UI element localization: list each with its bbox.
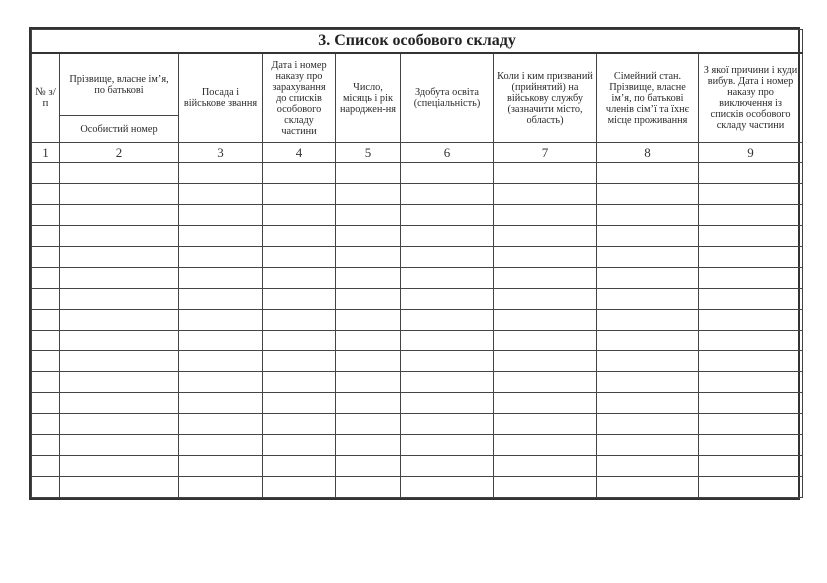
table-row xyxy=(32,309,803,330)
table-cell[interactable] xyxy=(597,226,699,247)
table-cell[interactable] xyxy=(32,163,60,184)
table-cell[interactable] xyxy=(60,267,179,288)
header-enrollment-order: Дата і номер наказу про зарахування до списків особового складу частини xyxy=(263,53,336,143)
table-cell[interactable] xyxy=(179,205,263,226)
header-personal-number: Особистий номер xyxy=(60,116,179,143)
table-row xyxy=(32,393,803,414)
column-number-cell: 1 xyxy=(32,143,60,163)
table-row xyxy=(32,372,803,393)
table-cell[interactable] xyxy=(336,267,401,288)
table-cell[interactable] xyxy=(597,476,699,497)
table-cell[interactable] xyxy=(494,414,597,435)
table-cell[interactable] xyxy=(699,267,803,288)
table-cell[interactable] xyxy=(32,330,60,351)
column-number-row xyxy=(32,143,803,163)
table-cell[interactable] xyxy=(699,435,803,456)
table-cell[interactable] xyxy=(699,163,803,184)
table-cell[interactable] xyxy=(401,246,494,267)
table-cell[interactable] xyxy=(597,163,699,184)
table-row xyxy=(32,351,803,372)
table-cell[interactable] xyxy=(597,435,699,456)
table-cell[interactable] xyxy=(263,351,336,372)
table-cell[interactable] xyxy=(494,435,597,456)
table-cell[interactable] xyxy=(32,267,60,288)
table-cell[interactable] xyxy=(32,205,60,226)
personnel-table xyxy=(31,29,803,498)
table-cell[interactable] xyxy=(179,246,263,267)
column-number-cell: 8 xyxy=(597,143,699,163)
table-row xyxy=(32,330,803,351)
table-cell[interactable] xyxy=(597,393,699,414)
column-number-cell: 3 xyxy=(179,143,263,163)
column-number-cell: 2 xyxy=(60,143,179,163)
table-cell[interactable] xyxy=(263,414,336,435)
table-cell[interactable] xyxy=(32,435,60,456)
table-cell[interactable] xyxy=(179,393,263,414)
table-cell[interactable] xyxy=(401,435,494,456)
table-cell[interactable] xyxy=(494,184,597,205)
table-cell[interactable] xyxy=(336,246,401,267)
table-cell[interactable] xyxy=(179,414,263,435)
table-cell[interactable] xyxy=(401,351,494,372)
table-cell[interactable] xyxy=(32,455,60,476)
table-cell[interactable] xyxy=(60,414,179,435)
table-cell[interactable] xyxy=(32,226,60,247)
table-cell[interactable] xyxy=(60,393,179,414)
table-cell[interactable] xyxy=(699,246,803,267)
table-cell[interactable] xyxy=(336,351,401,372)
column-number-cell: 4 xyxy=(263,143,336,163)
table-cell[interactable] xyxy=(699,372,803,393)
table-cell[interactable] xyxy=(494,267,597,288)
table-cell[interactable] xyxy=(401,393,494,414)
table-cell[interactable] xyxy=(263,184,336,205)
header-position-rank: Посада і військове звання xyxy=(179,53,263,143)
table-cell[interactable] xyxy=(401,455,494,476)
table-cell[interactable] xyxy=(60,226,179,247)
table-cell[interactable] xyxy=(597,351,699,372)
table-cell[interactable] xyxy=(401,226,494,247)
table-cell[interactable] xyxy=(179,330,263,351)
table-cell[interactable] xyxy=(336,414,401,435)
table-cell[interactable] xyxy=(32,393,60,414)
table-cell[interactable] xyxy=(263,393,336,414)
table-cell[interactable] xyxy=(401,163,494,184)
table-cell[interactable] xyxy=(263,330,336,351)
table-cell[interactable] xyxy=(494,309,597,330)
table-row xyxy=(32,163,803,184)
table-cell[interactable] xyxy=(336,455,401,476)
table-cell[interactable] xyxy=(699,351,803,372)
table-row xyxy=(32,226,803,247)
table-cell[interactable] xyxy=(263,246,336,267)
table-cell[interactable] xyxy=(60,288,179,309)
table-cell[interactable] xyxy=(597,309,699,330)
table-cell[interactable] xyxy=(336,476,401,497)
table-cell[interactable] xyxy=(401,414,494,435)
table-cell[interactable] xyxy=(179,351,263,372)
table-cell[interactable] xyxy=(699,455,803,476)
table-cell[interactable] xyxy=(263,372,336,393)
table-cell[interactable] xyxy=(336,163,401,184)
column-number-cell: 9 xyxy=(699,143,803,163)
table-cell[interactable] xyxy=(597,288,699,309)
table-cell[interactable] xyxy=(60,435,179,456)
table-cell[interactable] xyxy=(494,163,597,184)
table-cell[interactable] xyxy=(597,246,699,267)
table-cell[interactable] xyxy=(597,205,699,226)
table-cell[interactable] xyxy=(179,435,263,456)
table-cell[interactable] xyxy=(263,288,336,309)
table-cell[interactable] xyxy=(597,184,699,205)
table-cell[interactable] xyxy=(699,309,803,330)
table-cell[interactable] xyxy=(336,205,401,226)
table-cell[interactable] xyxy=(401,476,494,497)
table-cell[interactable] xyxy=(179,267,263,288)
table-cell[interactable] xyxy=(32,246,60,267)
table-cell[interactable] xyxy=(597,372,699,393)
table-cell[interactable] xyxy=(699,393,803,414)
header-education: Здобута освіта (спеціальність) xyxy=(401,53,494,143)
table-cell[interactable] xyxy=(179,226,263,247)
table-cell[interactable] xyxy=(699,205,803,226)
table-cell[interactable] xyxy=(263,435,336,456)
table-cell[interactable] xyxy=(336,372,401,393)
table-cell[interactable] xyxy=(60,205,179,226)
table-cell[interactable] xyxy=(597,267,699,288)
table-row xyxy=(32,288,803,309)
table-cell[interactable] xyxy=(263,455,336,476)
table-cell[interactable] xyxy=(401,288,494,309)
table-cell[interactable] xyxy=(401,309,494,330)
table-cell[interactable] xyxy=(699,184,803,205)
header-departure: З якої причини і куди вибув. Дата і номер наказу про виключення із списків особового складу частини xyxy=(699,53,803,143)
table-cell[interactable] xyxy=(60,330,179,351)
table-cell[interactable] xyxy=(179,163,263,184)
table-cell[interactable] xyxy=(32,309,60,330)
table-cell[interactable] xyxy=(494,226,597,247)
table-cell[interactable] xyxy=(179,372,263,393)
header-conscription: Коли і ким призваний (прийнятий) на військову службу (зазначити місто, область) xyxy=(494,53,597,143)
table-cell[interactable] xyxy=(60,455,179,476)
table-cell[interactable] xyxy=(179,309,263,330)
table-cell[interactable] xyxy=(32,476,60,497)
table-row xyxy=(32,455,803,476)
table-cell[interactable] xyxy=(699,330,803,351)
table-cell[interactable] xyxy=(263,226,336,247)
table-cell[interactable] xyxy=(401,205,494,226)
table-row xyxy=(32,205,803,226)
table-cell[interactable] xyxy=(263,476,336,497)
header-family-status: Сімейний стан. Прізвище, власне ім’я, по батькові членів сім’ї та їхнє місце проживання xyxy=(597,53,699,143)
table-cell[interactable] xyxy=(60,246,179,267)
table-cell[interactable] xyxy=(32,288,60,309)
table-cell[interactable] xyxy=(179,184,263,205)
table-cell[interactable] xyxy=(263,205,336,226)
table-cell[interactable] xyxy=(699,414,803,435)
table-cell[interactable] xyxy=(179,455,263,476)
table-cell[interactable] xyxy=(60,476,179,497)
table-row xyxy=(32,246,803,267)
table-cell[interactable] xyxy=(179,288,263,309)
table-cell[interactable] xyxy=(401,184,494,205)
column-number-cell: 7 xyxy=(494,143,597,163)
table-cell[interactable] xyxy=(699,226,803,247)
table-cell[interactable] xyxy=(494,205,597,226)
table-cell[interactable] xyxy=(60,163,179,184)
table-cell[interactable] xyxy=(336,435,401,456)
table-cell[interactable] xyxy=(336,184,401,205)
table-cell[interactable] xyxy=(336,226,401,247)
header-full-name: Прізвище, власне ім’я, по батькові xyxy=(60,53,179,116)
table-cell[interactable] xyxy=(494,393,597,414)
table-cell[interactable] xyxy=(60,309,179,330)
table-cell[interactable] xyxy=(179,476,263,497)
table-cell[interactable] xyxy=(32,372,60,393)
table-cell[interactable] xyxy=(494,476,597,497)
table-cell[interactable] xyxy=(336,309,401,330)
table-cell[interactable] xyxy=(32,351,60,372)
table-cell[interactable] xyxy=(597,455,699,476)
table-cell[interactable] xyxy=(401,330,494,351)
table-cell[interactable] xyxy=(263,163,336,184)
table-cell[interactable] xyxy=(336,330,401,351)
table-cell[interactable] xyxy=(60,372,179,393)
table-cell[interactable] xyxy=(336,393,401,414)
table-cell[interactable] xyxy=(263,309,336,330)
table-row xyxy=(32,184,803,205)
table-cell[interactable] xyxy=(32,414,60,435)
table-cell[interactable] xyxy=(597,330,699,351)
table-row xyxy=(32,476,803,497)
table-row xyxy=(32,435,803,456)
table-cell[interactable] xyxy=(401,372,494,393)
table-cell[interactable] xyxy=(699,288,803,309)
personnel-list-sheet xyxy=(29,27,800,500)
table-cell[interactable] xyxy=(263,267,336,288)
table-cell[interactable] xyxy=(494,455,597,476)
table-cell[interactable] xyxy=(336,288,401,309)
table-cell[interactable] xyxy=(699,476,803,497)
table-cell[interactable] xyxy=(32,184,60,205)
table-cell[interactable] xyxy=(494,372,597,393)
table-row xyxy=(32,414,803,435)
table-cell[interactable] xyxy=(401,267,494,288)
table-cell[interactable] xyxy=(494,246,597,267)
table-cell[interactable] xyxy=(494,351,597,372)
header-birth-date: Число, місяць і рік народжен-ня xyxy=(336,53,401,143)
table-cell[interactable] xyxy=(60,351,179,372)
table-cell[interactable] xyxy=(494,288,597,309)
column-number-cell: 6 xyxy=(401,143,494,163)
header-number: № з/п xyxy=(32,53,60,143)
table-title: 3. Список особового складу xyxy=(32,30,803,54)
table-cell[interactable] xyxy=(597,414,699,435)
table-row xyxy=(32,267,803,288)
table-cell[interactable] xyxy=(60,184,179,205)
table-cell[interactable] xyxy=(494,330,597,351)
column-number-cell: 5 xyxy=(336,143,401,163)
